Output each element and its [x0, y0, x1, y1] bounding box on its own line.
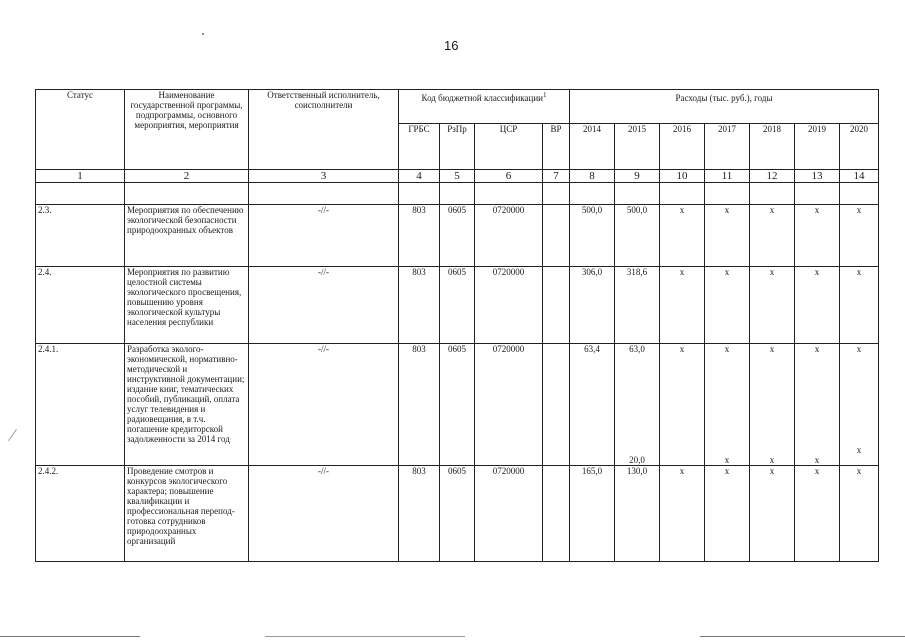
empty-cell	[840, 183, 879, 205]
row-value-2018-sub: x	[769, 455, 775, 465]
empty-cell	[750, 183, 795, 205]
row-name-sub: погашение кредиторской задолженности за 2014 год	[127, 424, 230, 444]
row-grbs: 803	[399, 466, 440, 562]
row-value-2018: x	[750, 205, 795, 267]
row-value-2016: x	[660, 466, 705, 562]
row-status: 2.3.	[36, 205, 125, 267]
header-name: Наименование государственной программы, подпрограммы, основного мероприятия, мероприятия	[125, 90, 249, 170]
row-value-2015-cell	[615, 344, 660, 466]
header-vr: ВР	[543, 124, 570, 170]
column-number: 12	[750, 170, 795, 183]
row-grbs: 803	[399, 205, 440, 267]
row-rzpr: 0605	[440, 344, 475, 466]
row-value-2015: 500,0	[615, 205, 660, 267]
row-value-2019: x	[795, 205, 840, 267]
header-year-2015: 2015	[615, 124, 660, 170]
row-value-2020-sub: x	[856, 445, 862, 455]
column-number: 14	[840, 170, 879, 183]
header-grbs: ГРБС	[399, 124, 440, 170]
row-value-2017: x	[705, 466, 750, 562]
row-value-2017: x	[705, 205, 750, 267]
row-name: Мероприятия по развитию целостной системы экологического просвещения, повышению уровня экологической культуры населения республики	[125, 267, 249, 344]
column-number: 4	[399, 170, 440, 183]
row-value-2015: 130,0	[615, 466, 660, 562]
row-value-2014: 63,4	[570, 344, 615, 466]
page-number: 16	[444, 38, 459, 53]
header-budget-code-footnote: 1	[542, 91, 547, 99]
header-year-2020: 2020	[840, 124, 879, 170]
table-row	[36, 344, 879, 466]
column-number: 5	[440, 170, 475, 183]
row-name-cell	[125, 344, 249, 466]
header-executor: Ответственный исполнитель, соисполнители	[249, 90, 399, 170]
row-value-2017: x	[724, 344, 730, 354]
row-name: Мероприятия по обеспечению экологической безопасности природоохранных объектов	[125, 205, 249, 267]
row-rzpr: 0605	[440, 267, 475, 344]
row-vr	[543, 267, 570, 344]
empty-cell	[705, 183, 750, 205]
column-number: 9	[615, 170, 660, 183]
row-value-2018: x	[750, 267, 795, 344]
header-year-2019: 2019	[795, 124, 840, 170]
row-value-2015: 318,6	[615, 267, 660, 344]
header-row-top	[36, 90, 879, 124]
header-csr: ЦСР	[475, 124, 543, 170]
column-number-row	[36, 170, 879, 183]
row-name: Разработка эколого-экономической, нормативно-методической и инструктивной документации; издание книг, тематических пособий, публикаций, оплата услуг телевидения и радиовещания, в т.ч.	[127, 344, 245, 424]
row-value-2015-sub: 20,0	[629, 455, 645, 465]
scan-artifact-line	[265, 636, 465, 637]
scan-artifact-line	[0, 636, 140, 637]
scan-artifact-mark	[8, 429, 17, 441]
scan-artifact-dot	[202, 33, 204, 35]
empty-cell	[615, 183, 660, 205]
row-grbs: 803	[399, 344, 440, 466]
header-year-2018: 2018	[750, 124, 795, 170]
row-value-2020: x	[840, 205, 879, 267]
empty-cell	[795, 183, 840, 205]
table-row	[36, 205, 879, 267]
row-value-2018-cell	[750, 344, 795, 466]
header-budget-code	[399, 90, 570, 124]
empty-cell	[36, 183, 125, 205]
header-status: Статус	[36, 90, 125, 170]
row-csr: 0720000	[475, 344, 543, 466]
empty-cell	[475, 183, 543, 205]
row-value-2015: 63,0	[629, 344, 645, 354]
header-budget-code-label: Код бюджетной классификации	[421, 93, 543, 103]
column-number: 8	[570, 170, 615, 183]
row-value-2017-sub: x	[724, 455, 730, 465]
column-number: 10	[660, 170, 705, 183]
empty-cell	[249, 183, 399, 205]
column-number: 6	[475, 170, 543, 183]
row-status: 2.4.	[36, 267, 125, 344]
header-rzpr: РзПр	[440, 124, 475, 170]
empty-cell	[440, 183, 475, 205]
row-csr: 0720000	[475, 267, 543, 344]
column-number: 7	[543, 170, 570, 183]
row-value-2017: x	[705, 267, 750, 344]
empty-cell	[125, 183, 249, 205]
row-value-2014: 500,0	[570, 205, 615, 267]
header-year-2017: 2017	[705, 124, 750, 170]
row-value-2020-cell	[840, 344, 879, 466]
row-status: 2.4.1.	[36, 344, 125, 466]
budget-table	[35, 89, 879, 562]
row-value-2020: x	[840, 466, 879, 562]
row-value-2019: x	[795, 267, 840, 344]
row-executor: -//-	[249, 205, 399, 267]
row-rzpr: 0605	[440, 205, 475, 267]
row-value-2016: x	[660, 205, 705, 267]
row-value-2019: x	[795, 466, 840, 562]
row-value-2016: x	[660, 267, 705, 344]
empty-cell	[399, 183, 440, 205]
table-row	[36, 267, 879, 344]
row-status: 2.4.2.	[36, 466, 125, 562]
row-rzpr: 0605	[440, 466, 475, 562]
row-vr	[543, 466, 570, 562]
row-value-2019: x	[814, 344, 820, 354]
row-value-2014: 306,0	[570, 267, 615, 344]
row-value-2017-cell	[705, 344, 750, 466]
row-csr: 0720000	[475, 466, 543, 562]
table-row	[36, 466, 879, 562]
row-name: Проведение смотров и конкурсов экологического характера; повышение квалификации и профессиональная перепод-готовка сотрудников природоохранных организаций	[125, 466, 249, 562]
row-value-2020: x	[840, 267, 879, 344]
header-expenses: Расходы (тыс. руб.), годы	[570, 90, 879, 124]
empty-cell	[660, 183, 705, 205]
column-number: 2	[125, 170, 249, 183]
row-vr	[543, 344, 570, 466]
header-year-2016: 2016	[660, 124, 705, 170]
row-csr: 0720000	[475, 205, 543, 267]
row-executor: -//-	[249, 466, 399, 562]
row-value-2019-sub: x	[814, 455, 820, 465]
row-value-2019-cell	[795, 344, 840, 466]
empty-cell	[543, 183, 570, 205]
row-value-2018: x	[750, 466, 795, 562]
row-executor: -//-	[249, 267, 399, 344]
column-number: 1	[36, 170, 125, 183]
column-number: 3	[249, 170, 399, 183]
header-year-2014: 2014	[570, 124, 615, 170]
column-number: 13	[795, 170, 840, 183]
row-executor: -//-	[249, 344, 399, 466]
row-vr	[543, 205, 570, 267]
row-value-2014: 165,0	[570, 466, 615, 562]
column-number: 11	[705, 170, 750, 183]
row-value-2018: x	[769, 344, 775, 354]
row-value-2020: x	[856, 344, 862, 354]
empty-row	[36, 183, 879, 205]
scan-artifact-line	[700, 636, 905, 637]
row-value-2016: x	[660, 344, 705, 466]
row-grbs: 803	[399, 267, 440, 344]
empty-cell	[570, 183, 615, 205]
